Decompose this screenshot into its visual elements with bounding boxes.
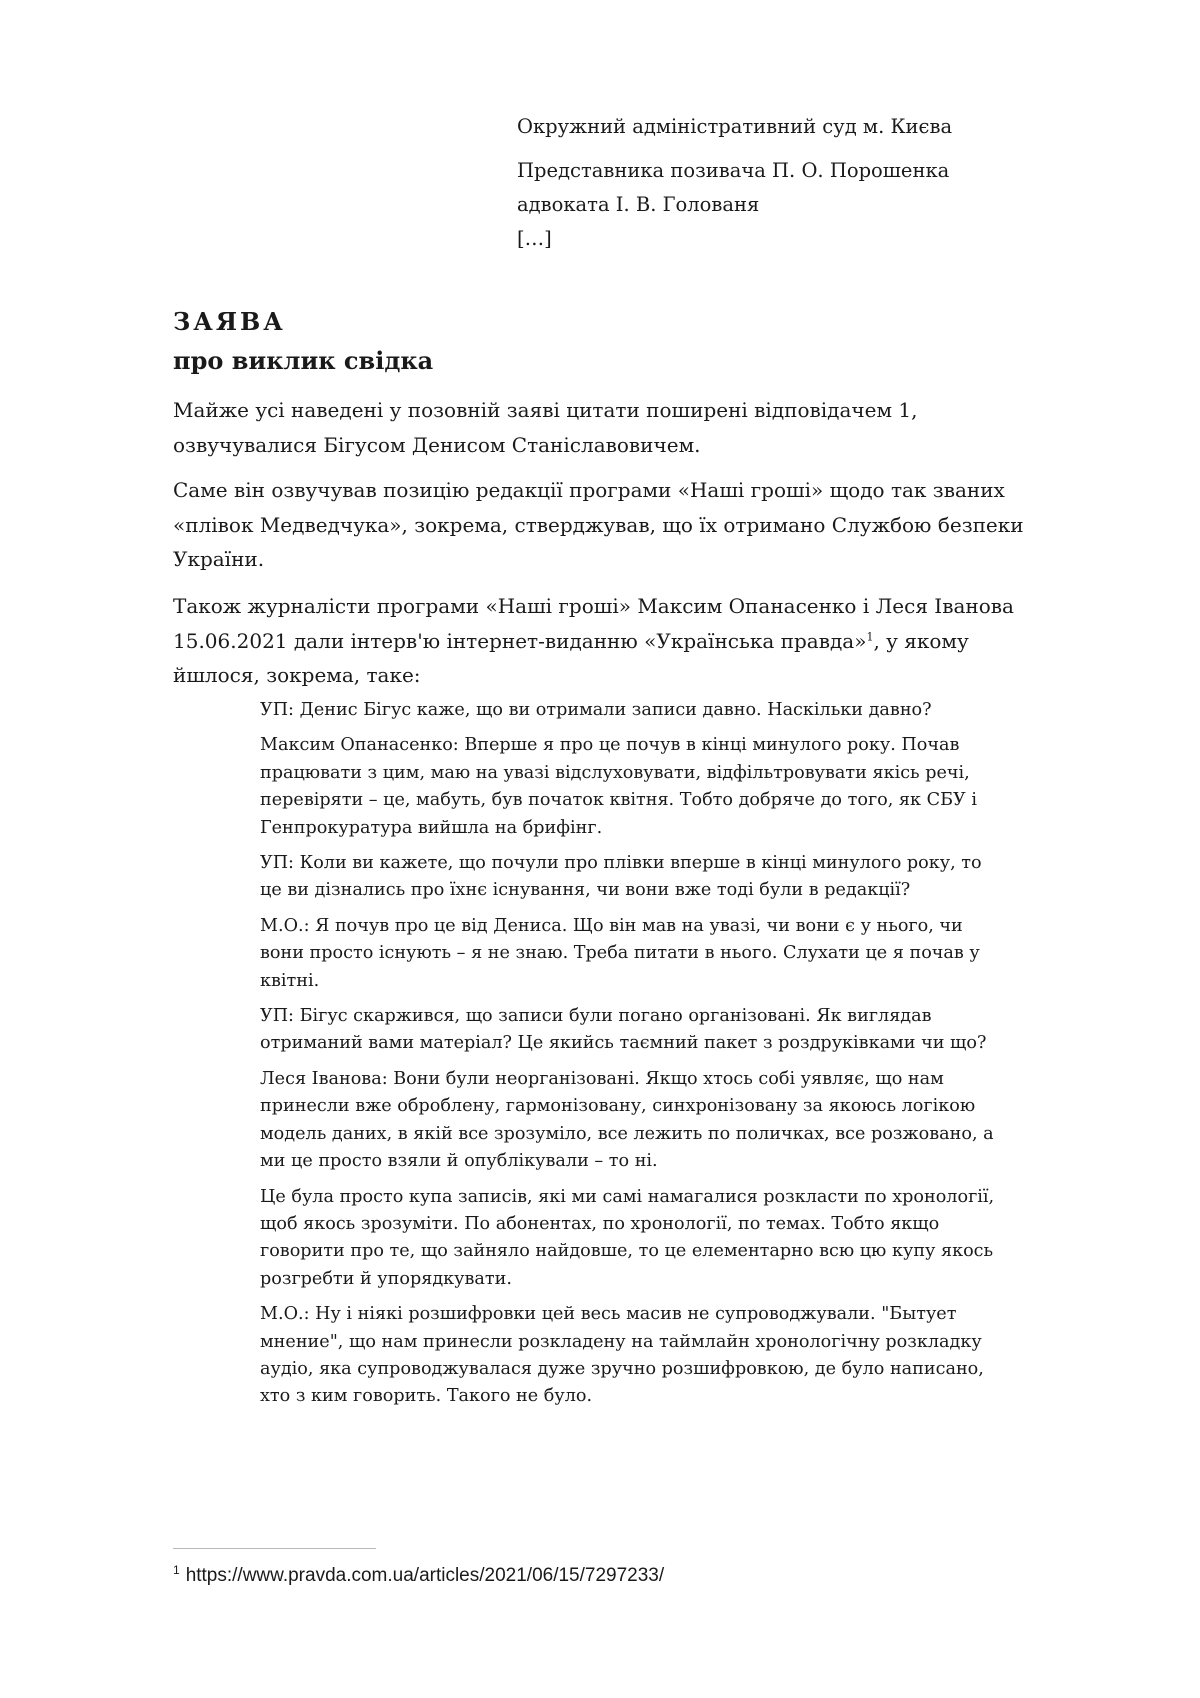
body-paragraph: Майже усі наведені у позовній заяві цитати поширені відповідачем 1, озвучувалися Бігусом Денисом Станіславовичем. [173, 398, 918, 457]
footnote-link[interactable]: https://www.pravda.com.ua/articles/2021/06/15/7297233/ [185, 1565, 665, 1586]
quote-paragraph: М.О.: Ну і ніякі розшифровки цей весь масив не супроводжували. "Бытует мнение", що нам принесли розкладену на таймлайн хронологічну розкладку аудіо, яка супроводжувалася дуже зручно розшифровкою, де було написано, хто з ким говорить. Такого не було. [260, 1304, 984, 1407]
document-subtitle: про виклик свідка [173, 346, 434, 375]
addressee-ellipsis: […] [517, 227, 552, 250]
footnote-number: 1 [173, 1562, 180, 1577]
quote-paragraph: Леся Іванова: Вони були неорганізовані. Якщо хтось собі уявляє, що нам принесли вже оброблену, гармонізовану, синхронізовану за якоюсь логікою модель даних, в якій все зрозуміло, все лежить по поличках, все розжовано, а ми це просто взяли й опублікували – то ні. [260, 1068, 994, 1172]
paragraph-text-continuation: , у якому йшлося, зокрема, таке: [173, 628, 969, 687]
paragraph-text: Також журналісти програми «Наші гроші» Максим Опанасенко і Леся Іванова 15.06.2021 дали інтерв'ю інтернет-виданню «Українська правда» [173, 594, 1014, 653]
body-paragraph: Саме він озвучував позицію редакції програми «Наші гроші» щодо так званих «плівок Медведчука», зокрема, стверджував, що їх отримано Службою безпеки України. [173, 478, 1024, 571]
quote-paragraph: УП: Коли ви кажете, що почули про плівки вперше в кінці минулого року, то це ви дізнались про їхнє існування, чи вони вже тоді були в редакції? [260, 853, 982, 901]
footnote-divider [173, 1548, 376, 1549]
footnote [173, 1562, 664, 1590]
interview-quote [260, 697, 1000, 1419]
quote-paragraph: УП: Бігус скаржився, що записи були погано організовані. Як виглядав отриманий вами матеріал? Це якийсь таємний пакет з роздруківками чи що? [260, 1006, 987, 1054]
court-name: Окружний адміністративний суд м. Києва [517, 115, 953, 138]
addressee-block [517, 110, 1157, 256]
body-paragraph [173, 589, 1033, 693]
document-title: ЗАЯВА [173, 307, 286, 336]
quote-paragraph: М.О.: Я почув про це від Дениса. Що він мав на увазі, чи вони є у нього, чи вони просто існують – я не знаю. Треба питати в нього. Слухати це я почав у квітні. [260, 915, 980, 991]
representative-line: Представника позивача П. О. Порошенка [517, 159, 950, 182]
quote-paragraph: УП: Денис Бігус каже, що ви отримали записи давно. Наскільки давно? [260, 700, 932, 720]
quote-paragraph: Максим Опанасенко: Вперше я про це почув в кінці минулого року. Почав працювати з цим, маю на увазі відслуховувати, відфільтровувати якісь речі, перевіряти – це, мабуть, був початок квітня. Тобто добряче до того, як СБУ і Генпрокуратура вийшла на брифінг. [260, 735, 977, 838]
quote-paragraph: Це була просто купа записів, які ми самі намагалися розкласти по хронології, щоб якось зрозуміти. По абонентах, по хронології, по темах. Тобто якщо говорити про те, що зайняло найдовше, то це елементарно всю цю купу якось розгребти й упорядкувати. [260, 1186, 995, 1289]
footnote-mark: 1 [866, 629, 874, 643]
advocate-line: адвоката І. В. Голованя [517, 193, 760, 216]
